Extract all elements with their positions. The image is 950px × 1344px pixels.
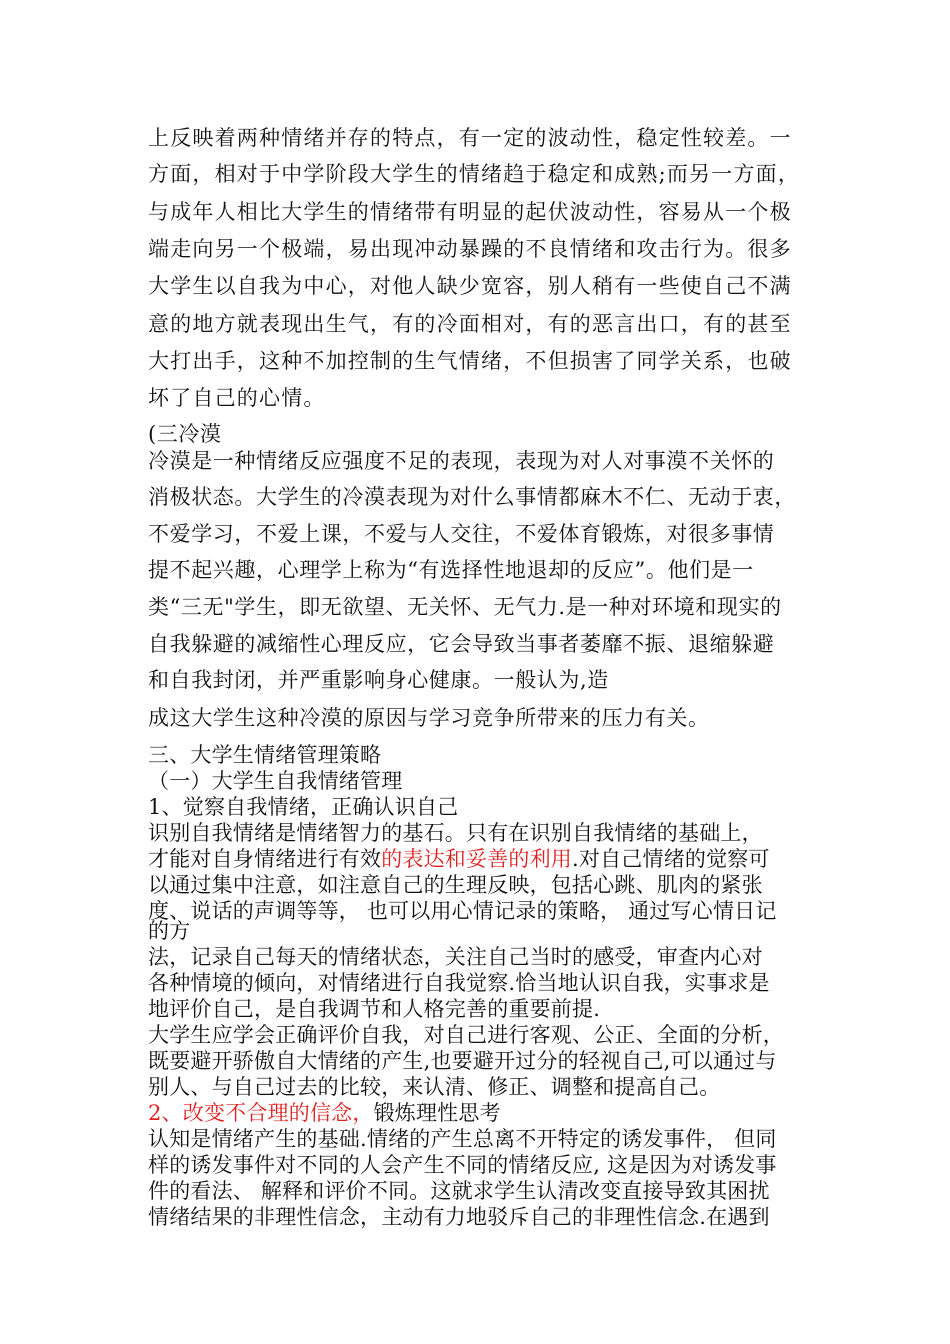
paragraph-line: 大打出手，这种不加控制的生气情绪，不但损害了同学关系，也破 (148, 349, 792, 373)
paragraph-line: 样的诱发事件对不同的人会产生不同的情绪反应, 这是因为对诱发事 (148, 1153, 777, 1177)
subsection-heading: （一）大学生自我情绪管理 (148, 769, 403, 793)
text-run: 才能对自身情绪进行有效 (148, 847, 382, 871)
paragraph-line: 地评价自己，是自我调节和人格完善的重要前提. (148, 997, 601, 1021)
highlighted-text: 2、改变不合理的信念， (148, 1101, 374, 1125)
paragraph-line: 情绪结果的非理性信念，主动有力地驳斥自己的非理性信念.在遇到 (148, 1205, 770, 1229)
paragraph-line: 件的看法、 解释和评价不同。这就求学生认清改变直接导致其困扰 (148, 1179, 770, 1203)
item-heading: 1、觉察自我情绪，正确认识自己 (148, 795, 459, 819)
item-heading (148, 1100, 501, 1126)
paragraph-line: 坏了自己的心情。 (148, 386, 326, 410)
paragraph-line: 与成年人相比大学生的情绪带有明显的起伏波动性，容易从一个极 (148, 200, 792, 224)
paragraph-line: 大学生应学会正确评价自我，对自己进行客观、公正、全面的分析， (148, 1023, 784, 1047)
paragraph-line: 意的地方就表现出生气，有的冷面相对，有的恶言出口，有的甚至 (148, 312, 792, 336)
paragraph-line: 法，记录自己每天的情绪状态，关注自己当时的感受，审查内心对 (148, 945, 763, 969)
paragraph-line: 和自我封闭，并严重影响身心健康。一般认为,造 (148, 668, 609, 692)
paragraph-line: 认知是情绪产生的基础.情绪的产生总离不开特定的诱发事件， 但同 (148, 1127, 777, 1151)
paragraph-line: 大学生以自我为中心，对他人缺少宽容，别人稍有一些使自己不满 (148, 274, 792, 298)
paragraph-line: 冷漠是一种情绪反应强度不足的表现，表现为对人对事漠不关怀的 (148, 449, 775, 473)
paragraph-line: 别人、与自己过去的比较，来认清、修正、调整和提高自己。 (148, 1075, 721, 1099)
paragraph-line: 上反映着两种情绪并存的特点，有一定的波动性，稳定性较差。一 (148, 126, 792, 150)
paragraph-line: 成这大学生这种冷漠的原因与学习竞争所带来的压力有关。 (148, 706, 710, 730)
paragraph-line: 的方 (148, 919, 191, 943)
section-heading: (三冷漠 (148, 422, 222, 446)
paragraph-line: 以通过集中注意，如注意自己的生理反映，包括心跳、肌肉的紧张 (148, 873, 763, 897)
paragraph-line (148, 846, 770, 872)
paragraph-line: 度、说话的声调等等， 也可以用心情记录的策略， 通过写心情日记 (148, 899, 777, 923)
paragraph-line: 自我躲避的减缩性心理反应，它会导致当事者萎靡不振、退缩躲避 (148, 632, 775, 656)
highlighted-text: 的表达和妥善的利用 (381, 847, 573, 871)
paragraph-line: 不爱学习，不爱上课，不爱与人交往，不爱体育锻炼，对很多事情 (148, 522, 775, 546)
text-run: 锻炼理性思考 (373, 1101, 501, 1125)
section-heading: 三、大学生情绪管理策略 (148, 743, 382, 767)
paragraph-line: 类“三无"学生，即无欲望、无关怀、无气力.是一种对环境和现实的 (148, 595, 782, 619)
paragraph-line: 识别自我情绪是情绪智力的基石。只有在识别自我情绪的基础上， (148, 821, 763, 845)
paragraph-line: 消极状态。大学生的冷漠表现为对什么事情都麻木不仁、无动于衷， (148, 485, 796, 509)
paragraph-line: 方面，相对于中学阶段大学生的情绪趋于稳定和成熟;而另一方面， (148, 162, 801, 186)
paragraph-line: 提不起兴趣，心理学上称为“有选择性地退却的反应”。他们是一 (148, 558, 754, 582)
paragraph-line: 端走向另一个极端，易出现冲动暴躁的不良情绪和攻击行为。很多 (148, 237, 792, 261)
text-run: .对自己情绪的觉察可 (572, 847, 770, 871)
paragraph-line: 既要避开骄傲自大情绪的产生,也要避开过分的轻视自己,可以通过与 (148, 1049, 777, 1073)
paragraph-line: 各种情境的倾向，对情绪进行自我觉察.恰当地认识自我，实事求是 (148, 971, 770, 995)
